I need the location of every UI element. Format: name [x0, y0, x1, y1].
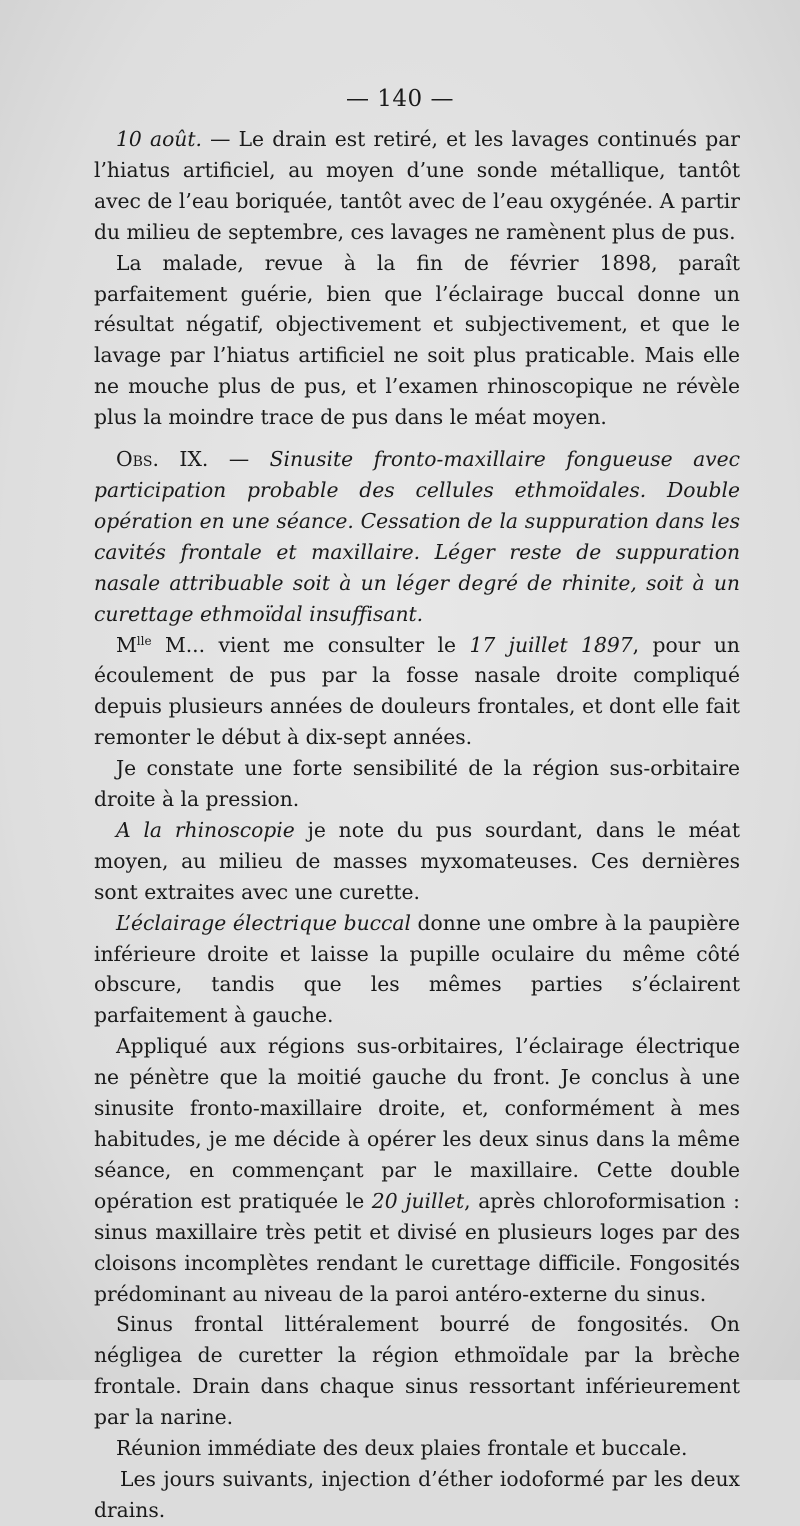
paragraph-frontal-sinus: Sinus frontal littéralement bourré de fongosités. On négligea de curetter la région ethmoïdale par la brèche frontale. Drain dans chaque sinus ressortant inférieurement par la narine. [94, 1312, 740, 1430]
paragraph-drain-removal: 10 août. — Le drain est retiré, et les lavages continués par l’hiatus artificiel, au moyen d’une sonde métallique, tantôt avec de l’eau boriquée, tantôt avec de l’eau oxygénée. A partir du milieu de septembre, ces lavages ne ramènent plus de pus. [94, 127, 740, 244]
page-number: — 140 — [345, 86, 455, 112]
paragraph-healing: Réunion immédiate des deux plaies frontale et buccale. [116, 1436, 688, 1461]
paragraph-operation: Appliqué aux régions sus-orbitaires, l’éclairage électrique ne pénètre que la moitié gauche du front. Je conclus à une sinusite fronto-maxillaire droite, et, conformément à mes habitudes, je me décide à opérer les deux sinus dans la même séance, en commençant par le maxillaire. Cette double opération est pratiquée le 20 juillet, après chloroformisation : sinus maxillaire très petit et divisé en plusieurs loges par des cloisons incomplètes rendant le curettage difficile. Fongosités prédominant au niveau de la paroi antéro-externe du sinus. [94, 1034, 740, 1306]
paragraph-buccal-lighting: L’éclairage électrique buccal donne une ombre à la paupière inférieure droite et laisse la pupille oculaire du même côté obscure, tandis que les mêmes parties s’éclairent parfaitement à gauche. [94, 910, 740, 1028]
page-body [94, 124, 740, 1526]
paragraph-patient-history: $M^{lle}$ M... vient me consulter le 17 juillet 1897, pour un écoulement de pus par la fosse nasale droite compliqué depuis plusieurs années de douleurs frontales, et dont elle fait remonter le début à dix-sept années. [94, 632, 740, 750]
paragraph-rhinoscopy: A la rhinoscopie je note du pus sourdant, dans le méat moyen, au milieu de masses myxomateuses. Ces dernières sont extraites avec une curette. [94, 817, 741, 904]
paragraph-injections: Les jours suivants, injection d’éther iodoformé par les deux drains. [94, 1466, 740, 1522]
operation-date: 20 juillet [371, 1188, 465, 1213]
observation-label: Obs. IX. [116, 447, 209, 472]
paragraph-follow-up: La malade, revue à la fin de février 1898, paraît parfaitement guérie, bien que l’éclairage buccal donne un résultat négatif, objectivement et subjectivement, et que le lavage par l’hiatus artificiel ne soit plus praticable. Mais elle ne mouche plus de pus, et l’examen rhinoscopique ne révèle plus la moindre trace de pus dans le méat moyen. [94, 250, 740, 430]
consultation-date: 17 juillet 1897 [469, 632, 633, 657]
entry-date: 10 août. [116, 127, 202, 151]
paragraph-sensitivity: Je constate une forte sensibilité de la région sus-orbitaire droite à la pression. [94, 756, 740, 812]
observation-title: Sinusite fronto-maxillaire fongueuse avec participation probable des cellules ethmoïdales. Double opération en une séance. Cessation de la suppuration dans les cavités frontale et maxillaire. Léger reste de suppuration nasale attribuable soit à un léger degré de rhinite, soit à un curettage ethmoïdal insuffisant. [94, 447, 740, 626]
observation-heading: Obs. IX. — Sinusite fronto-maxillaire fongueuse avec participation probable des cellules ethmoïdales. Double opération en une séance. Cessation de la suppuration dans les cavités frontale et maxillaire. Léger reste de suppuration nasale attribuable soit à un léger degré de rhinite, soit à un curettage ethmoïdal insuffisant. [94, 447, 740, 626]
